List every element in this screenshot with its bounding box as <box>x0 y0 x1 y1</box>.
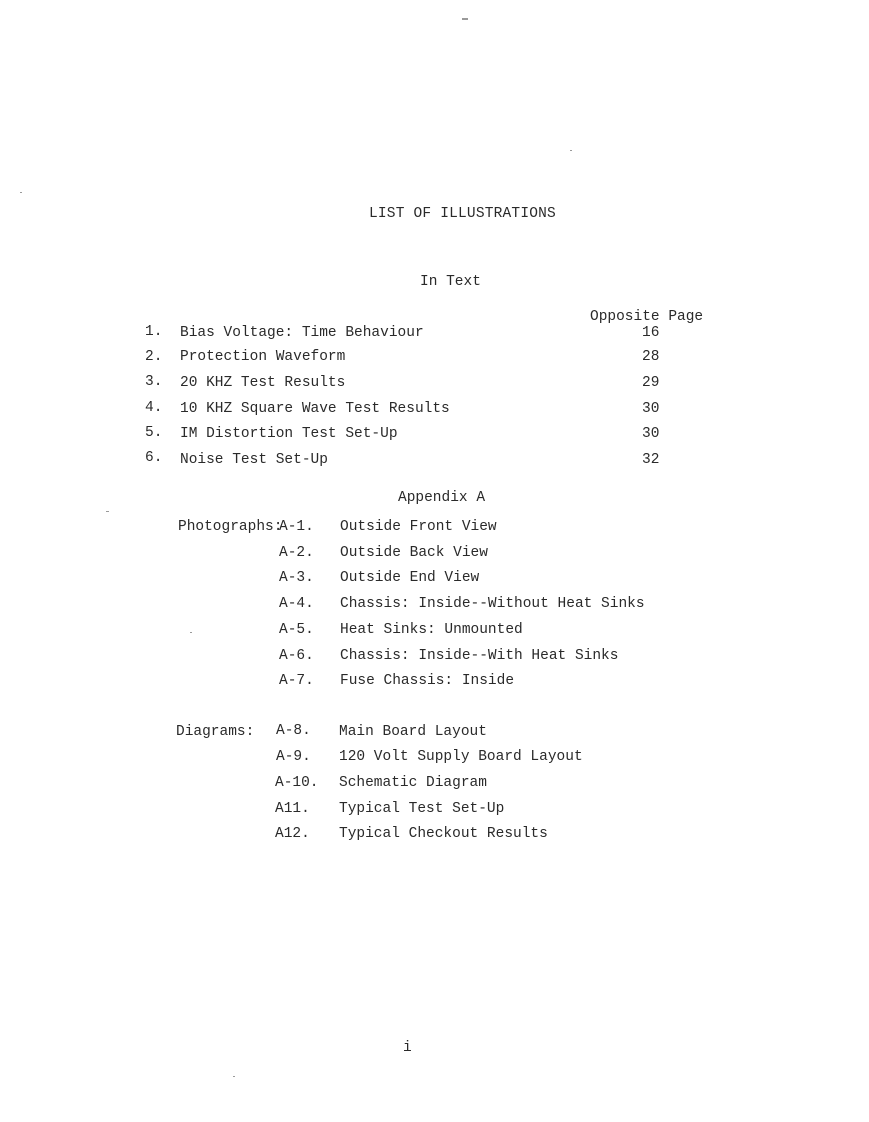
photo-code: A-4. <box>279 596 314 612</box>
item-title: 10 KHZ Square Wave Test Results <box>180 401 450 417</box>
diagram-title: Schematic Diagram <box>339 775 487 791</box>
photo-title: Chassis: Inside--With Heat Sinks <box>340 648 619 664</box>
scan-speck <box>20 192 22 193</box>
page-number: i <box>403 1040 412 1056</box>
opposite-page-header: Opposite Page <box>590 309 704 325</box>
diagram-code: A-10. <box>275 775 319 791</box>
item-title: Bias Voltage: Time Behaviour <box>180 325 424 341</box>
item-title: Noise Test Set-Up <box>180 452 328 468</box>
photo-title: Fuse Chassis: Inside <box>340 673 515 689</box>
diagram-code: A-8. <box>276 723 311 739</box>
item-page: 30 <box>642 401 660 417</box>
diagram-title: 120 Volt Supply Board Layout <box>339 749 583 765</box>
diagram-title: Main Board Layout <box>339 724 487 740</box>
item-page: 29 <box>642 375 660 391</box>
item-page: 32 <box>642 452 660 468</box>
photo-title: Outside Back View <box>340 545 488 561</box>
photo-title: Outside End View <box>340 570 480 586</box>
item-page: 16 <box>642 325 660 341</box>
item-page: 30 <box>642 426 660 442</box>
scan-speck <box>570 150 572 151</box>
scan-speck <box>106 511 109 512</box>
photo-code: A-6. <box>279 648 314 664</box>
photo-title: Heat Sinks: Unmounted <box>340 622 523 638</box>
diagram-code: A12. <box>275 826 310 842</box>
item-number: 4. <box>145 400 163 416</box>
diagram-title: Typical Checkout Results <box>339 826 548 842</box>
item-number: 3. <box>145 374 163 390</box>
photo-title: Chassis: Inside--Without Heat Sinks <box>340 596 645 612</box>
diagram-code: A11. <box>275 801 310 817</box>
item-title: Protection Waveform <box>180 349 346 365</box>
photo-title: Outside Front View <box>340 519 497 535</box>
item-number: 6. <box>145 450 163 466</box>
appendix-heading: Appendix A <box>398 490 486 506</box>
item-number: 5. <box>145 425 163 441</box>
photo-code: A-3. <box>279 570 314 586</box>
diagram-code: A-9. <box>276 749 311 765</box>
photo-code: A-2. <box>279 545 314 561</box>
scan-speck <box>190 632 192 633</box>
item-title: 20 KHZ Test Results <box>180 375 346 391</box>
item-number: 1. <box>145 324 163 340</box>
photo-code: A-7. <box>279 673 314 689</box>
photographs-label: Photographs: <box>178 519 283 535</box>
in-text-heading: In Text <box>420 274 481 290</box>
photo-code: A-5. <box>279 622 314 638</box>
scan-speck <box>233 1076 235 1077</box>
photo-code: A-1. <box>279 519 314 535</box>
scan-speck <box>462 18 468 20</box>
page-title: LIST OF ILLUSTRATIONS <box>369 206 556 222</box>
diagram-title: Typical Test Set-Up <box>339 801 505 817</box>
item-number: 2. <box>145 349 163 365</box>
item-title: IM Distortion Test Set-Up <box>180 426 398 442</box>
diagrams-label: Diagrams: <box>176 724 255 740</box>
item-page: 28 <box>642 349 660 365</box>
